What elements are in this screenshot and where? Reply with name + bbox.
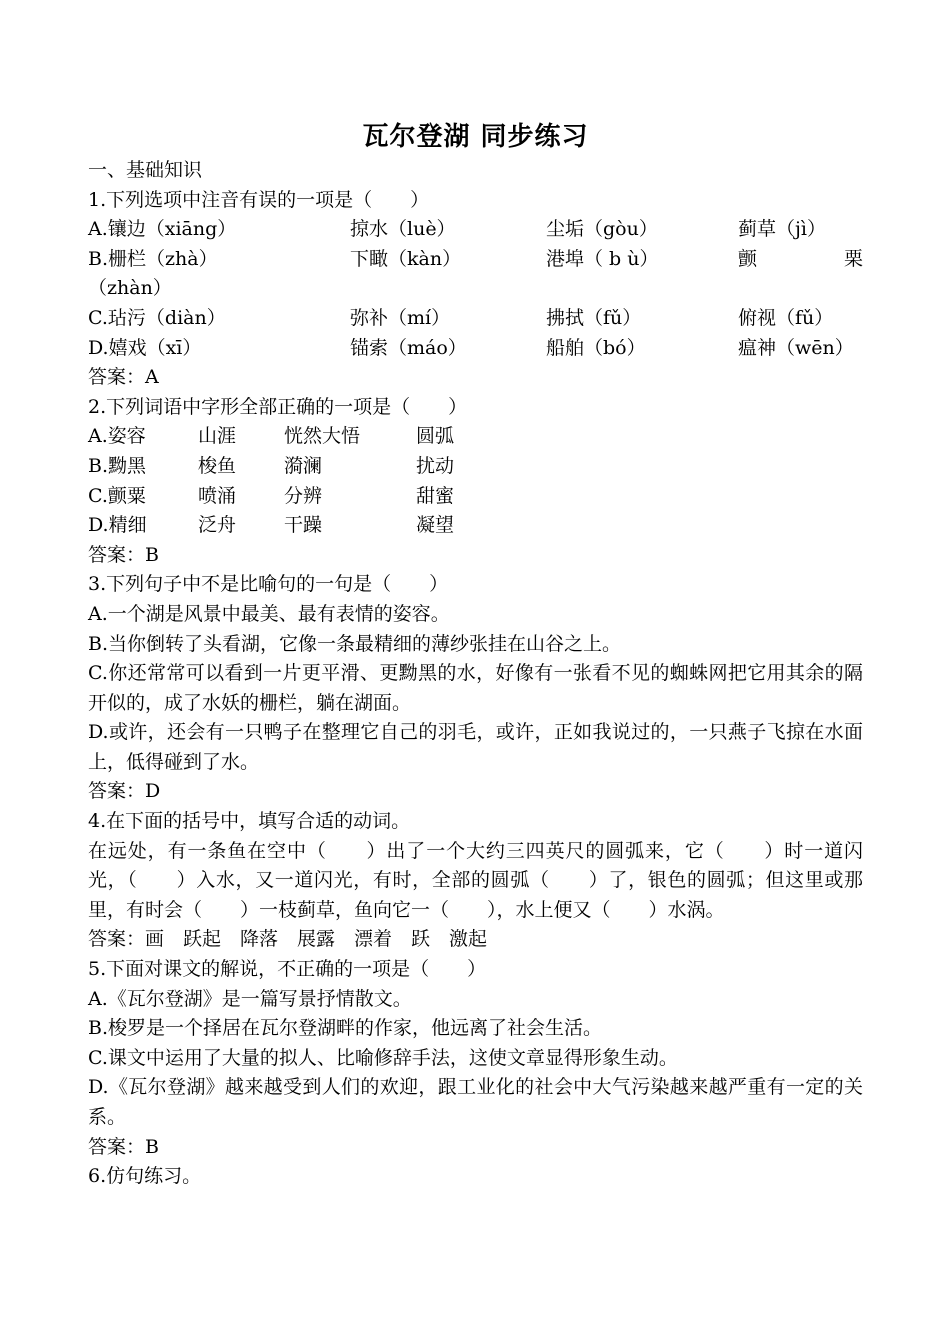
section-heading: 一、基础知识 bbox=[88, 159, 203, 181]
option-cell: 船舶（bó） bbox=[546, 336, 646, 359]
option-cell: 颤 bbox=[738, 247, 758, 270]
question-2-stem: 2.下列词语中字形全部正确的一项是（ ） bbox=[88, 395, 468, 418]
word-cell: 山涯 bbox=[198, 425, 237, 448]
question-1-option-c bbox=[88, 304, 863, 334]
question-5-stem: 5.下面对课文的解说，不正确的一项是（ ） bbox=[88, 958, 487, 981]
word-cell: 甜蜜 bbox=[416, 484, 455, 507]
question-2-option-b bbox=[88, 452, 863, 482]
option-cell: 拂拭（fǔ） bbox=[546, 306, 642, 329]
question-3-stem: 3.下列句子中不是比喻句的一句是（ ） bbox=[88, 573, 449, 596]
question-5-option-a: A.《瓦尔登湖》是一篇写景抒情散文。 bbox=[88, 987, 412, 1010]
question-2-option-a bbox=[88, 422, 863, 452]
option-cell: 瘟神（wēn） bbox=[738, 336, 854, 359]
question-2-option-d bbox=[88, 511, 863, 541]
word-cell: D.精细 bbox=[88, 514, 147, 537]
word-cell: 分辨 bbox=[284, 484, 323, 507]
question-2-answer: 答案：B bbox=[88, 543, 159, 566]
option-cell: 俯视（fǔ） bbox=[738, 306, 834, 329]
word-cell: 漪澜 bbox=[284, 454, 323, 477]
question-1-option-a bbox=[88, 215, 863, 245]
question-3-option-d: D.或许，还会有一只鸭子在整理它自己的羽毛，或许，正如我说过的，一只燕子飞掠在水面上，低得碰到了水。 bbox=[88, 721, 863, 773]
option-cell: B.栅栏（zhà） bbox=[88, 247, 218, 270]
option-cell: C.玷污（diàn） bbox=[88, 306, 226, 329]
question-5-option-d: D.《瓦尔登湖》越来越受到人们的欢迎，跟工业化的社会中大气污染越来越严重有一定的关系。 bbox=[88, 1076, 863, 1128]
option-cell: 港埠（ b ù） bbox=[546, 247, 659, 270]
word-cell: 喷涌 bbox=[198, 484, 237, 507]
word-cell: 恍然大悟 bbox=[284, 425, 361, 448]
question-6-stem: 6.仿句练习。 bbox=[88, 1165, 202, 1188]
option-cell: 蓟草（jì） bbox=[738, 218, 826, 241]
option-cell: 掠水（luè） bbox=[350, 218, 456, 241]
question-5-option-b: B.梭罗是一个择居在瓦尔登湖畔的作家，他远离了社会生活。 bbox=[88, 1017, 603, 1040]
word-cell: B.黝黑 bbox=[88, 454, 147, 477]
document-page bbox=[88, 118, 863, 1192]
question-5-option-c: C.课文中运用了大量的拟人、比喻修辞手法，这使文章显得形象生动。 bbox=[88, 1046, 678, 1069]
option-cell: 弥补（mí） bbox=[350, 306, 451, 329]
word-cell: C.颤粟 bbox=[88, 484, 146, 507]
question-3-answer: 答案：D bbox=[88, 780, 161, 803]
word-cell: 泛舟 bbox=[198, 514, 237, 537]
option-cell: 尘垢（gòu） bbox=[546, 218, 658, 241]
question-4-answer: 答案：画 跃起 降落 展露 漂着 跃 激起 bbox=[88, 928, 488, 951]
question-4-text: 在远处，有一条鱼在空中（ ）出了一个大约三四英尺的圆弧来，它（ ）时一道闪光，（ ）入水，又一道闪光，有时，全部的圆弧（ ）了，银色的圆弧；但这里或那里，有时会（ ）一枝蓟草，鱼向它一（ ），水上便又（ ）水涡。 bbox=[88, 839, 863, 921]
question-5-answer: 答案：B bbox=[88, 1135, 159, 1158]
question-1-stem: 1.下列选项中注音有误的一项是（ ） bbox=[88, 188, 430, 211]
question-2-option-c bbox=[88, 482, 863, 512]
option-cell: A.镶边（xiāng） bbox=[88, 218, 237, 241]
question-1-answer: 答案：A bbox=[88, 366, 159, 389]
question-4-stem: 4.在下面的括号中，填写合适的动词。 bbox=[88, 810, 411, 833]
word-cell: 扰动 bbox=[416, 454, 455, 477]
word-cell: 凝望 bbox=[416, 514, 455, 537]
document-title: 瓦尔登湖 同步练习 bbox=[362, 122, 589, 152]
question-3-option-b: B.当你倒转了头看湖，它像一条最精细的薄纱张挂在山谷之上。 bbox=[88, 632, 622, 655]
question-3-option-c: C.你还常常可以看到一片更平滑、更黝黑的水，好像有一张看不见的蜘蛛网把它用其余的隔开似的，成了水妖的栅栏，躺在湖面。 bbox=[88, 662, 863, 714]
option-cell: D.嬉戏（xī） bbox=[88, 336, 202, 359]
word-cell: 梭鱼 bbox=[198, 454, 237, 477]
question-1-option-d bbox=[88, 334, 863, 364]
word-cell: 圆弧 bbox=[416, 425, 455, 448]
question-1-option-b-continued: （zhàn） bbox=[88, 277, 172, 300]
option-cell: 下瞰（kàn） bbox=[350, 247, 462, 270]
option-cell: 栗 bbox=[843, 247, 863, 270]
question-3-option-a: A.一个湖是风景中最美、最有表情的姿容。 bbox=[88, 602, 450, 625]
question-1-option-b bbox=[88, 245, 863, 275]
word-cell: 干躁 bbox=[284, 514, 323, 537]
word-cell: A.姿容 bbox=[88, 425, 146, 448]
option-cell: 锚索（máo） bbox=[350, 336, 467, 359]
